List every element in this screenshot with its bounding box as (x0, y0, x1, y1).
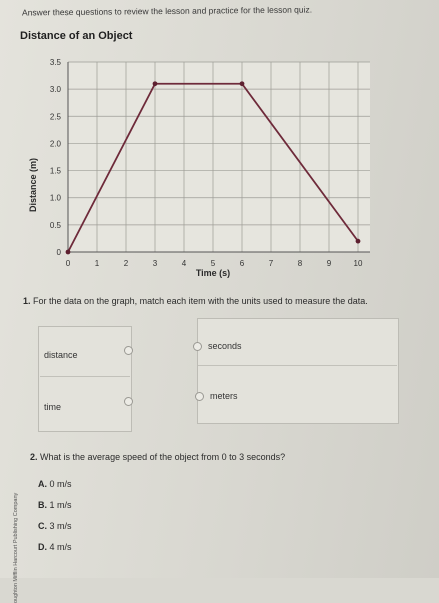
x-tick-label: 1 (94, 259, 100, 268)
option-d-letter: D. (38, 542, 47, 552)
y-tick-label: 1.0 (49, 193, 61, 203)
answer-option-c[interactable] (38, 521, 72, 531)
y-axis-label: Distance (m) (28, 157, 38, 213)
x-tick-label: 6 (239, 259, 245, 268)
instructions-text: Answer these questions to review the lesson and practice for the lesson quiz. (21, 4, 313, 18)
chart-grid (68, 62, 370, 252)
x-tick-label: 5 (210, 259, 216, 268)
data-point (240, 81, 245, 86)
y-tick-label: 2.5 (49, 112, 61, 122)
graph-title: Distance of an Object (20, 30, 133, 42)
x-tick-label: 10 (353, 259, 363, 268)
question-1-text: For the data on the graph, match each item with the units used to measure the data. (33, 296, 368, 306)
option-b-text: 1 m/s (49, 500, 72, 510)
plot-area (68, 62, 370, 252)
match-item-distance[interactable]: distance (44, 350, 78, 360)
x-tick-label: 2 (123, 259, 129, 268)
distance-time-chart (0, 0, 439, 290)
match-item-time[interactable]: time (44, 402, 62, 412)
match-left-box (38, 326, 132, 432)
data-point (356, 239, 361, 244)
x-tick-label: 8 (297, 259, 303, 268)
match-target-time[interactable] (124, 397, 133, 406)
answer-option-a[interactable] (38, 479, 72, 489)
x-tick-label: 7 (268, 259, 274, 268)
question-1-number: 1. (23, 296, 31, 306)
option-a-text: 0 m/s (49, 479, 72, 489)
match-left-divider (40, 376, 130, 377)
publisher-side-text: oughton Mifflin Harcourt Publishing Company (13, 492, 19, 603)
match-source-meters[interactable] (195, 392, 204, 401)
y-tick-label: 0 (56, 248, 61, 257)
y-tick-label: 3.5 (49, 58, 61, 67)
data-point (153, 81, 158, 86)
option-b-letter: B. (38, 500, 47, 510)
answer-option-d[interactable] (38, 542, 72, 552)
question-2-text: What is the average speed of the object from 0 to 3 seconds? (40, 452, 286, 462)
question-2 (30, 452, 430, 462)
data-point (66, 250, 71, 255)
x-tick-label: 3 (152, 259, 158, 268)
option-a-letter: A. (38, 479, 47, 489)
match-unit-seconds[interactable]: seconds (208, 341, 242, 351)
x-tick-label: 0 (65, 259, 71, 268)
x-tick-labels (66, 259, 363, 268)
match-source-seconds[interactable] (193, 342, 202, 351)
x-tick-label: 9 (326, 259, 332, 268)
x-axis-label: Time (s) (195, 268, 231, 278)
match-right-divider (198, 365, 397, 366)
y-tick-label: 2.0 (49, 139, 61, 149)
option-c-text: 3 m/s (49, 521, 72, 531)
option-d-text: 4 m/s (49, 542, 72, 552)
y-tick-labels (50, 58, 62, 257)
x-tick-label: 4 (181, 259, 187, 268)
y-tick-label: 0.5 (49, 220, 61, 230)
match-target-distance[interactable] (124, 346, 133, 355)
y-tick-label: 1.5 (49, 166, 61, 176)
answer-option-b[interactable] (38, 500, 72, 510)
match-right-box (197, 318, 399, 424)
match-unit-meters[interactable]: meters (210, 391, 238, 401)
y-tick-label: 3.0 (49, 85, 61, 95)
question-1 (23, 296, 433, 306)
question-2-number: 2. (30, 452, 38, 462)
option-c-letter: C. (38, 521, 47, 531)
